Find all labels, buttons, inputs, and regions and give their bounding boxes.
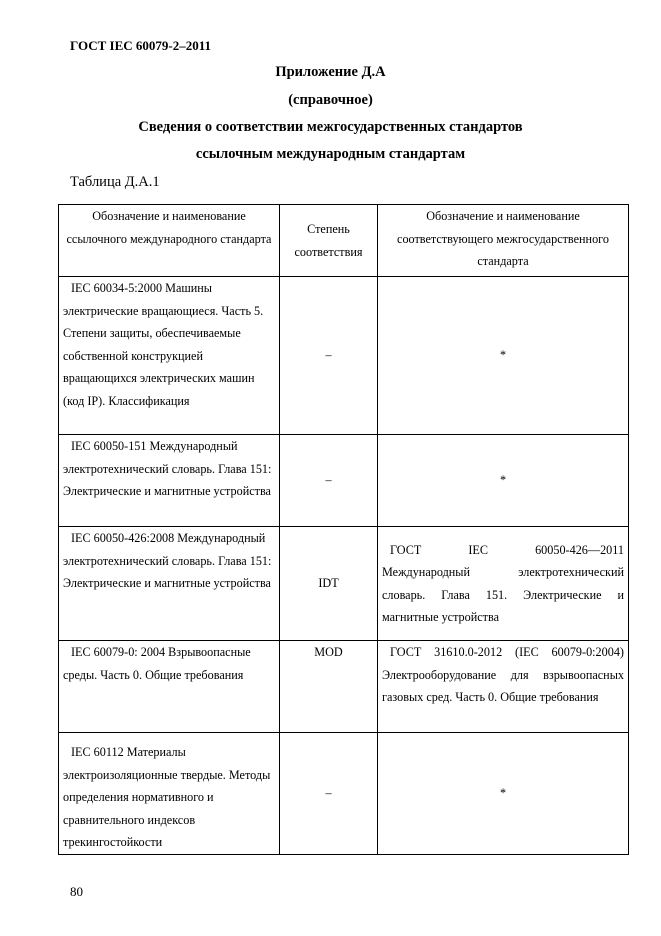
row-ref-standard: IEC 60034-5:2000 Машины электрические вращающиеся. Часть 5. Степени защиты, обеспечиваемые собственной конструкцией вращающихся электрических машин (код IP). Классификация — [59, 277, 280, 435]
table-header-row — [59, 205, 629, 277]
row-national-standard: * — [378, 277, 629, 435]
table-row — [59, 527, 629, 641]
header-ref-standard: Обозначение и наименование ссылочного международного стандарта — [59, 205, 280, 277]
row-degree: – — [280, 277, 378, 435]
appendix-title: Приложение Д.А — [275, 64, 386, 80]
row-degree: – — [280, 733, 378, 855]
header-degree: Степень соответствия — [280, 205, 378, 277]
row-degree: MOD — [280, 641, 378, 733]
row-national-standard: ГОСТ IEC 60050-426—2011 Международный электротехнический словарь. Глава 151. Электрические и магнитные устройства — [378, 527, 629, 641]
appendix-heading-line2: ссылочным международным стандартам — [195, 146, 466, 162]
correspondence-table — [58, 204, 629, 855]
row-ref-standard: IEC 60079-0: 2004 Взрывоопасные среды. Часть 0. Общие требования — [59, 641, 280, 733]
table-label: Таблица Д.А.1 — [70, 174, 160, 190]
row-national-standard: * — [378, 435, 629, 527]
row-ref-standard: IEC 60050-151 Международный электротехнический словарь. Глава 151: Электрические и магнитные устройства — [59, 435, 280, 527]
appendix-heading-line1: Сведения о соответствии межгосударственных стандартов — [138, 119, 523, 135]
row-national-standard: ГОСТ 31610.0-2012 (IEC 60079-0:2004) Электрооборудование для взрывоопасных газовых сред. Часть 0. Общие требования — [378, 641, 629, 733]
table-row — [59, 641, 629, 733]
page-number: 80 — [70, 884, 83, 899]
header-national-standard: Обозначение и наименование соответствующего межгосударственного стандарта — [378, 205, 629, 277]
row-ref-standard: IEC 60050-426:2008 Международный электротехнический словарь. Глава 151: Электрические и магнитные устройства — [59, 527, 280, 641]
row-ref-standard: IEC 60112 Материалы электроизоляционные твердые. Методы определения нормативного и сравнительного индексов трекингостойкости — [59, 733, 280, 855]
table-row — [59, 435, 629, 527]
document-code: ГОСТ IEC 60079-2–2011 — [70, 38, 212, 53]
table-row — [59, 733, 629, 855]
row-degree: IDT — [280, 527, 378, 641]
row-degree: – — [280, 435, 378, 527]
appendix-subtitle: (справочное) — [288, 92, 373, 108]
row-national-standard: * — [378, 733, 629, 855]
table-row — [59, 277, 629, 435]
